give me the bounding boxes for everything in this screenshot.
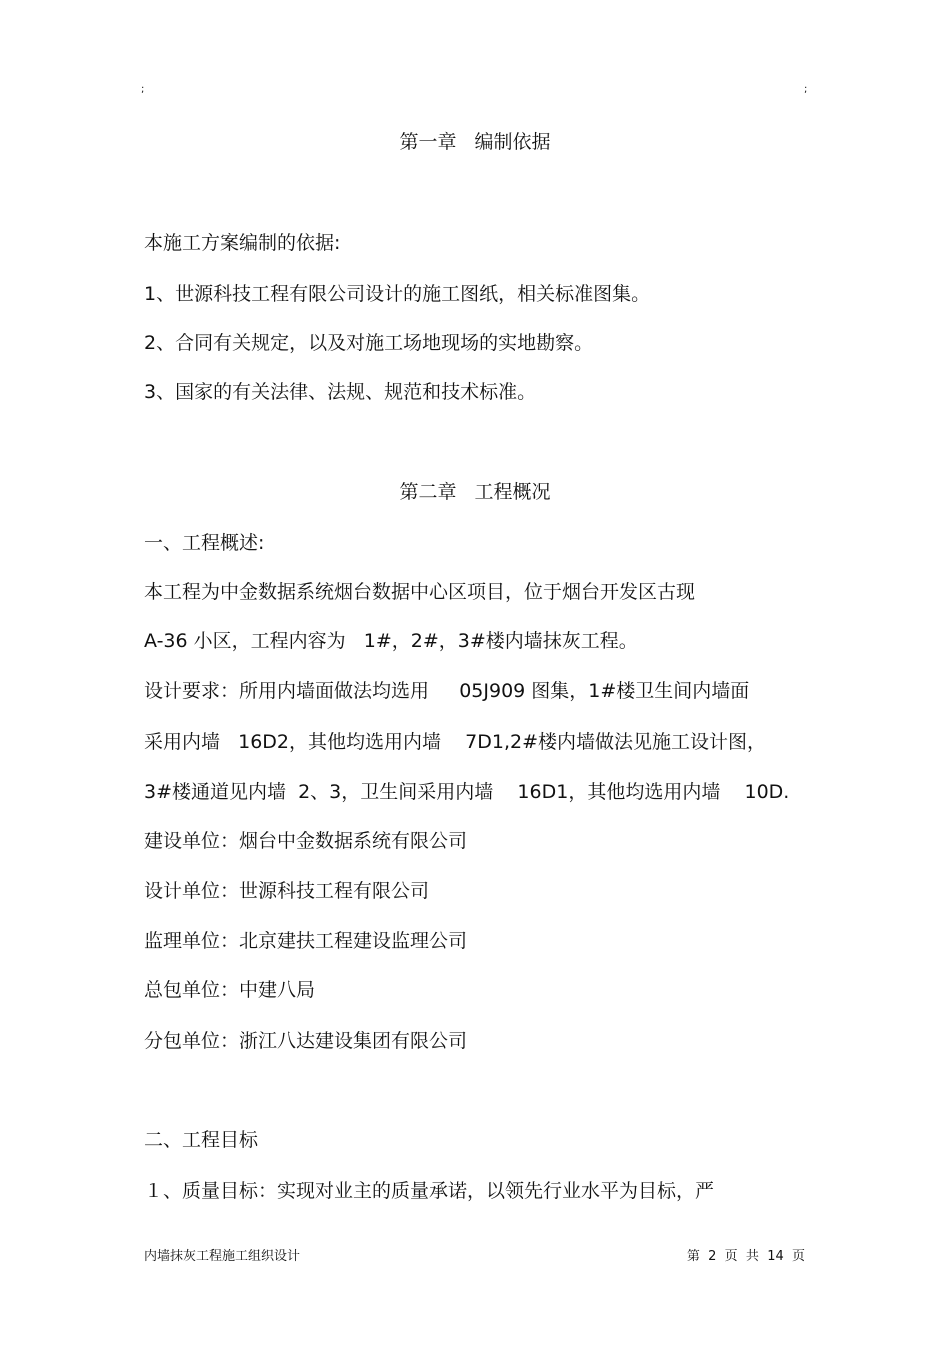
subcontractor: 分包单位：浙江八达建设集团有限公司 bbox=[144, 1030, 468, 1052]
chapter1-item-2: 2、合同有关规定，以及对施工场地现场的实地勘察。 bbox=[144, 332, 594, 354]
footer-page-info: 第 2 页 共 14 页 bbox=[686, 1249, 805, 1264]
chapter1-intro: 本施工方案编制的依据: bbox=[144, 232, 341, 254]
design-requirement-line-3: 3#楼通道见内墙 2、3，卫生间采用内墙 16D1，其他均选用内墙 10D. bbox=[144, 781, 790, 803]
chapter1-item-1: 1、世源科技工程有限公司设计的施工图纸，相关标准图集。 bbox=[144, 283, 651, 305]
general-contractor: 总包单位：中建八局 bbox=[144, 979, 316, 1001]
overview-line-1: 本工程为中金数据系统烟台数据中心区项目，位于烟台开发区古现 bbox=[144, 581, 696, 603]
quality-goal-line: １、质量目标：实现对业主的质量承诺，以领先行业水平为目标，严 bbox=[144, 1180, 715, 1202]
chapter1-title: 第一章 编制依据 bbox=[399, 131, 551, 153]
section1-title: 一、工程概述: bbox=[144, 532, 265, 554]
overview-line-2: A-36 小区，工程内容为 1#，2#，3#楼内墙抹灰工程。 bbox=[144, 630, 638, 652]
construction-unit: 建设单位：烟台中金数据系统有限公司 bbox=[144, 830, 468, 852]
supervision-unit: 监理单位：北京建扶工程建设监理公司 bbox=[144, 930, 468, 952]
chapter1-item-3: 3、国家的有关法律、法规、规范和技术标准。 bbox=[144, 381, 537, 403]
design-requirement-line-2: 采用内墙 16D2，其他均选用内墙 7D1,2#楼内墙做法见施工设计图， bbox=[144, 731, 767, 753]
chapter2-title: 第二章 工程概况 bbox=[399, 481, 551, 503]
design-requirement-line-1: 设计要求：所用内墙面做法均选用 05J909 图集，1#楼卫生间内墙面 bbox=[144, 680, 750, 702]
section2-title: 二、工程目标 bbox=[144, 1129, 259, 1151]
header-left-mark: ; bbox=[141, 84, 145, 95]
header-right-mark: ; bbox=[804, 84, 808, 95]
design-unit: 设计单位：世源科技工程有限公司 bbox=[144, 880, 430, 902]
footer-doc-title: 内墙抹灰工程施工组织设计 bbox=[144, 1249, 301, 1264]
